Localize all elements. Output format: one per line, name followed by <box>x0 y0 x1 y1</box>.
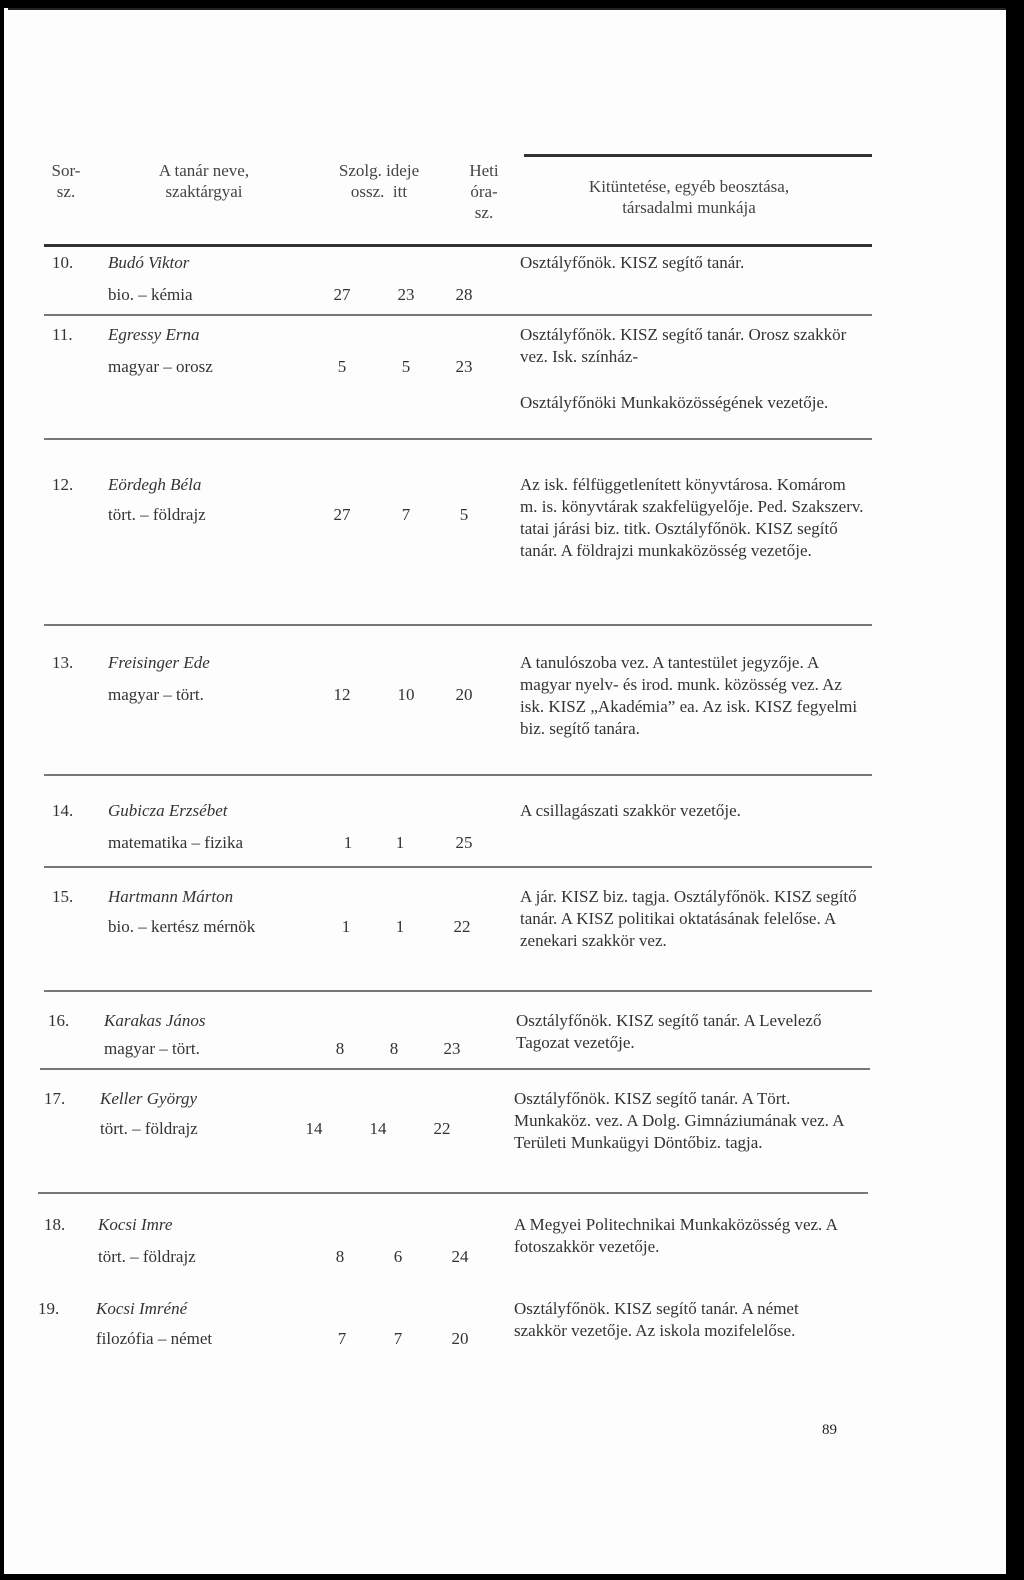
weekly-hours: 25 <box>455 833 473 852</box>
row-number: 11. <box>52 325 73 344</box>
teacher-subjects: magyar – tört. <box>104 1039 200 1058</box>
row-divider <box>44 774 872 776</box>
header-col-teacher: A tanár neve, szaktárgyai <box>158 161 250 201</box>
row-divider <box>40 1068 870 1070</box>
teacher-subjects: filozófia – német <box>96 1329 213 1348</box>
service-total: 7 <box>337 1329 347 1348</box>
teacher-subjects: tört. – földrajz <box>98 1247 196 1266</box>
teacher-subjects: tört. – földrajz <box>100 1119 198 1138</box>
row-divider <box>44 314 872 316</box>
row-divider <box>44 624 872 626</box>
service-total: 5 <box>337 357 347 376</box>
service-here: 7 <box>401 505 411 524</box>
service-here: 1 <box>395 917 405 936</box>
service-here: 6 <box>393 1247 403 1266</box>
teacher-name: Hartmann Márton <box>108 887 234 906</box>
teacher-name: Keller György <box>100 1089 198 1108</box>
service-here: 7 <box>393 1329 403 1348</box>
header-col-no: Sor- sz. <box>51 161 81 201</box>
row-number: 10. <box>52 253 74 272</box>
row-remarks: Osztályfőnök. KISZ segítő tanár. A Tört. Munkaköz. vez. A Dolg. Gimnáziumának vez. A Területi Munkaügyi Döntőbiz. tagja. <box>514 1089 844 1152</box>
header-col-hours: Heti óra- sz. <box>469 161 499 222</box>
row-remarks: Az isk. félfüggetlenített könyvtárosa. Komárom m. is. könyvtárak szakfelügyelője. Ped. Szakszerv. tatai járási biz. titk. Osztályfőnök. KISZ segítő tanár. A földrajzi munkaközösség vezetője. <box>520 475 864 560</box>
row-number: 13. <box>52 653 74 672</box>
row-divider <box>44 438 872 440</box>
row-remarks: Osztályfőnök. KISZ segítő tanár. Orosz szakkör vez. Isk. színház- <box>520 325 847 366</box>
weekly-hours: 28 <box>455 285 473 304</box>
teacher-name: Kocsi Imréné <box>96 1299 188 1318</box>
service-total: 1 <box>341 917 351 936</box>
teacher-subjects: magyar – orosz <box>108 357 213 376</box>
service-here: 5 <box>401 357 411 376</box>
teacher-name: Budó Viktor <box>108 253 190 272</box>
teacher-subjects: magyar – tört. <box>108 685 204 704</box>
teacher-name: Kocsi Imre <box>98 1215 173 1234</box>
service-here: 14 <box>369 1119 387 1138</box>
teacher-subjects: tört. – földrajz <box>108 505 206 524</box>
weekly-hours: 23 <box>443 1039 461 1058</box>
teacher-name: Gubicza Erzsébet <box>108 801 228 820</box>
page-number: 89 <box>822 1422 837 1438</box>
weekly-hours: 5 <box>459 505 469 524</box>
weekly-hours: 24 <box>451 1247 469 1266</box>
row-number: 19. <box>38 1299 60 1318</box>
row-remarks: Osztályfőnök. KISZ segítő tanár. <box>520 253 745 272</box>
row-remarks: A tanulószoba vez. A tantestület jegyzője. A magyar nyelv- és irod. munk. közösség vez. Az isk. KISZ „Akadémia” ea. Az isk. KISZ fegyelmi biz. segítő tanára. <box>520 653 858 738</box>
header-col-service: Szolg. ideje ossz. itt <box>338 161 420 201</box>
row-remarks: A jár. KISZ biz. tagja. Osztályfőnök. KISZ segítő tanár. A KISZ politikai oktatásának felelőse. A zenekari szakkör vez. <box>520 887 857 950</box>
row-number: 18. <box>44 1215 66 1234</box>
header-bottom-rule <box>44 244 872 247</box>
service-total: 14 <box>305 1119 323 1138</box>
row-remarks: Osztályfőnök. KISZ segítő tanár. A Levelező Tagozat vezetője. <box>516 1011 822 1052</box>
service-here: 8 <box>389 1039 399 1058</box>
row-number: 16. <box>48 1011 70 1030</box>
teacher-subjects: bio. – kémia <box>108 285 193 304</box>
service-here: 10 <box>397 685 415 704</box>
row-number: 14. <box>52 801 74 820</box>
top-border-line <box>8 8 1006 10</box>
row-number: 15. <box>52 887 74 906</box>
row-remarks: Osztályfőnök. KISZ segítő tanár. A német szakkör vezetője. Az iskola mozifelelőse. <box>514 1299 799 1340</box>
teacher-name: Egressy Erna <box>108 325 200 344</box>
row-number: 17. <box>44 1089 66 1108</box>
service-total: 8 <box>335 1039 345 1058</box>
service-here: 1 <box>395 833 405 852</box>
weekly-hours: 22 <box>433 1119 451 1138</box>
row-divider <box>38 1192 868 1194</box>
service-total: 27 <box>333 505 351 524</box>
teacher-subjects: bio. – kertész mérnök <box>108 917 256 936</box>
row-divider <box>44 866 872 868</box>
weekly-hours: 20 <box>455 685 473 704</box>
header-col-remarks: Kitüntetése, egyéb beosztása, társadalmi munkája <box>588 177 790 217</box>
row-number: 12. <box>52 475 74 494</box>
row-remarks-continued: Osztályfőnöki Munkaközösségének vezetője. <box>520 393 829 412</box>
service-total: 27 <box>333 285 351 304</box>
service-total: 1 <box>343 833 353 852</box>
header-top-rule <box>524 154 872 157</box>
row-remarks: A Megyei Politechnikai Munkaközösség vez. A fotoszakkör vezetője. <box>514 1215 837 1256</box>
teacher-subjects: matematika – fizika <box>108 833 243 852</box>
document-page <box>4 8 1006 1574</box>
weekly-hours: 20 <box>451 1329 469 1348</box>
row-remarks: A csillagászati szakkör vezetője. <box>520 801 741 820</box>
teacher-name: Eördegh Béla <box>108 475 202 494</box>
teacher-name: Karakas János <box>104 1011 206 1030</box>
weekly-hours: 22 <box>453 917 471 936</box>
service-here: 23 <box>397 285 415 304</box>
service-total: 8 <box>335 1247 345 1266</box>
weekly-hours: 23 <box>455 357 473 376</box>
row-divider <box>44 990 872 992</box>
service-total: 12 <box>333 685 351 704</box>
teacher-name: Freisinger Ede <box>108 653 210 672</box>
